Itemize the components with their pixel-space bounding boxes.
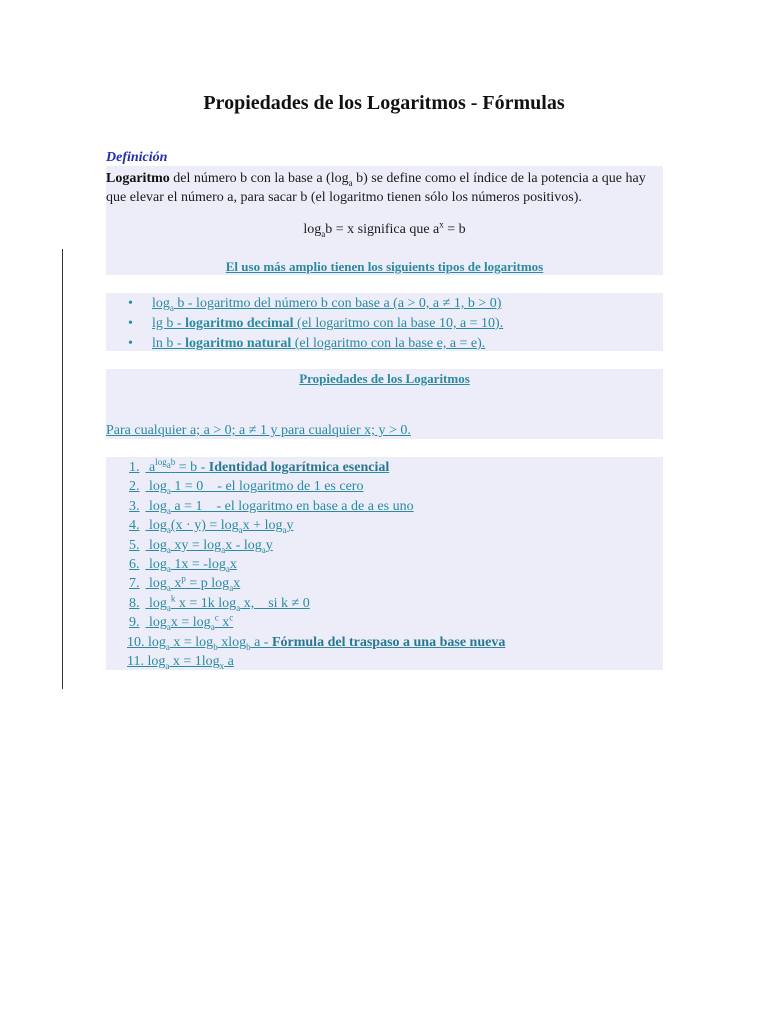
definition-text xyxy=(106,169,659,207)
item-subscript: a xyxy=(261,544,266,555)
item-text: = b - xyxy=(175,460,209,475)
item-text: log xyxy=(149,595,167,611)
item-subscript: a xyxy=(166,583,171,594)
item-text: x, si k ≠ 0 xyxy=(240,595,310,611)
list-item[interactable] xyxy=(129,458,505,477)
item-text: xlog xyxy=(217,634,247,650)
list-item[interactable] xyxy=(129,497,505,516)
item-subscript: a xyxy=(210,622,215,633)
item-text: log xyxy=(149,576,167,592)
item-subscript: b xyxy=(246,641,251,652)
properties-intro-box xyxy=(106,369,663,439)
item-text: x = 1log xyxy=(169,654,220,670)
item-text: log xyxy=(152,296,170,311)
list-item[interactable] xyxy=(129,555,505,574)
item-subscript: a xyxy=(225,563,230,574)
list-item[interactable] xyxy=(129,536,505,555)
item-superscript: c xyxy=(229,612,234,623)
formula-superscript: x xyxy=(439,219,444,230)
bullet: • xyxy=(128,296,133,311)
bullet: • xyxy=(128,316,133,331)
item-text: y xyxy=(265,537,273,553)
item-number: 1. xyxy=(129,460,140,475)
properties-list xyxy=(129,458,505,671)
list-item[interactable] xyxy=(127,652,505,671)
definition-term: Logaritmo xyxy=(106,171,170,186)
item-subscript: a xyxy=(166,563,171,574)
item-superscript: c xyxy=(214,612,219,623)
item-subscript: a xyxy=(282,525,287,536)
definition-text-part: del número b con la base a (log xyxy=(169,171,349,186)
item-text: log xyxy=(148,634,166,650)
item-text: x = log xyxy=(170,615,211,631)
item-text: x xyxy=(229,557,237,573)
item-text: log xyxy=(149,518,167,534)
definition-heading: Definición xyxy=(106,150,168,165)
properties-heading-link[interactable]: Propiedades de los Logaritmos xyxy=(299,371,470,386)
item-text: x = 1k log xyxy=(175,595,237,611)
item-text: log xyxy=(149,498,167,514)
definition-formula xyxy=(106,219,663,239)
item-text: 1x = -log xyxy=(170,557,226,573)
item-superscript: b xyxy=(170,457,176,468)
types-heading-link[interactable]: El uso más amplio tienen los siguients tipos de logaritmos xyxy=(225,259,544,274)
list-item[interactable] xyxy=(129,574,505,593)
item-bold-text: logaritmo decimal xyxy=(185,316,294,331)
item-number: 8. xyxy=(129,595,140,611)
list-item[interactable] xyxy=(129,613,505,632)
item-number: 5. xyxy=(129,537,140,553)
formula-part: log xyxy=(303,222,322,237)
item-number: 7. xyxy=(129,576,140,592)
item-text: y xyxy=(286,518,294,534)
item-bold-text: Identidad logarítmica esencial xyxy=(208,460,390,475)
item-text: b - logaritmo del número b con base a (a > 0, a ≠ 1, b > 0) xyxy=(173,296,502,311)
item-number: 10. xyxy=(127,634,145,650)
item-text: (el logaritmo con la base 10, a = 10). xyxy=(293,316,504,331)
item-subscript: a xyxy=(166,544,171,555)
item-bold-text: Fórmula del traspaso a una base nueva xyxy=(271,634,506,650)
item-superscript: log xyxy=(155,457,167,468)
item-text: a - xyxy=(250,634,272,650)
list-item[interactable] xyxy=(128,314,503,334)
item-number: 9. xyxy=(129,615,140,631)
item-text: x = log xyxy=(169,634,214,650)
list-item[interactable] xyxy=(129,594,505,613)
item-text: log xyxy=(149,537,167,553)
item-subscript: a xyxy=(166,460,171,471)
formula-part: = b xyxy=(443,222,466,237)
list-item[interactable] xyxy=(127,633,505,652)
list-item[interactable] xyxy=(128,294,503,314)
item-subscript: a xyxy=(166,602,171,613)
item-subscript: a xyxy=(236,602,241,613)
item-subscript: a xyxy=(238,525,243,536)
item-text: = p log xyxy=(185,576,230,592)
item-number: 2. xyxy=(129,479,140,495)
item-subscript: a xyxy=(166,525,171,536)
condition-link[interactable]: Para cualquier a; a > 0; a ≠ 1 y para cualquier x; y > 0. xyxy=(106,423,411,438)
types-box xyxy=(106,293,663,351)
item-text: x xyxy=(218,615,230,631)
item-text: (x · y) = log xyxy=(170,518,239,534)
item-text: xy = log xyxy=(170,537,222,553)
list-item[interactable] xyxy=(128,334,503,354)
item-text: log xyxy=(149,557,167,573)
item-text: a = 1 - el logaritmo en base a de a es uno xyxy=(170,498,414,514)
item-text: x xyxy=(233,576,241,592)
item-number: 3. xyxy=(129,498,140,514)
item-subscript: x xyxy=(219,660,225,671)
item-number: 11. xyxy=(127,654,144,670)
item-text: a xyxy=(224,654,234,670)
margin-line xyxy=(62,249,63,689)
item-text: a xyxy=(149,460,156,475)
item-text: log xyxy=(149,615,167,631)
item-bold-text: logaritmo natural xyxy=(185,336,292,351)
item-subscript: a xyxy=(166,622,171,633)
formula-part: b = x significa que a xyxy=(325,222,440,237)
item-subscript: a xyxy=(165,641,170,652)
list-item[interactable] xyxy=(129,477,505,496)
item-text: 1 = 0 - el logaritmo de 1 es cero xyxy=(170,479,364,495)
definition-box xyxy=(106,166,663,275)
item-text: x + log xyxy=(242,518,283,534)
item-superscript: k xyxy=(170,593,176,604)
item-subscript: a xyxy=(221,544,226,555)
list-item[interactable] xyxy=(129,516,505,535)
item-subscript: a xyxy=(166,505,171,516)
item-text: lg b - xyxy=(152,316,186,331)
item-number: 6. xyxy=(129,557,140,573)
properties-box xyxy=(106,457,663,670)
item-subscript: b xyxy=(213,641,218,652)
item-subscript: a xyxy=(229,583,234,594)
item-subscript: a xyxy=(165,660,170,671)
types-list xyxy=(128,294,503,354)
item-superscript: p xyxy=(181,573,186,584)
item-text: (el logaritmo con la base e, a = e). xyxy=(291,336,486,351)
definition-text-part: b) se define como el índice de la potencia a que hay que elevar el número a, para sacar b (el logaritmo tienen sólo los números positivos). xyxy=(106,171,646,205)
item-text: log xyxy=(147,654,166,670)
item-subscript: a xyxy=(169,302,174,313)
item-subscript: a xyxy=(166,486,171,497)
bullet: • xyxy=(128,336,133,351)
item-number: 4. xyxy=(129,518,140,534)
item-text: log xyxy=(149,479,167,495)
formula-subscript: a xyxy=(321,228,326,239)
item-text: ln b - xyxy=(152,336,186,351)
definition-subscript: a xyxy=(348,177,353,188)
item-text: x - log xyxy=(225,537,262,553)
page-title: Propiedades de los Logaritmos - Fórmulas xyxy=(203,92,565,114)
item-text: x xyxy=(170,576,182,592)
